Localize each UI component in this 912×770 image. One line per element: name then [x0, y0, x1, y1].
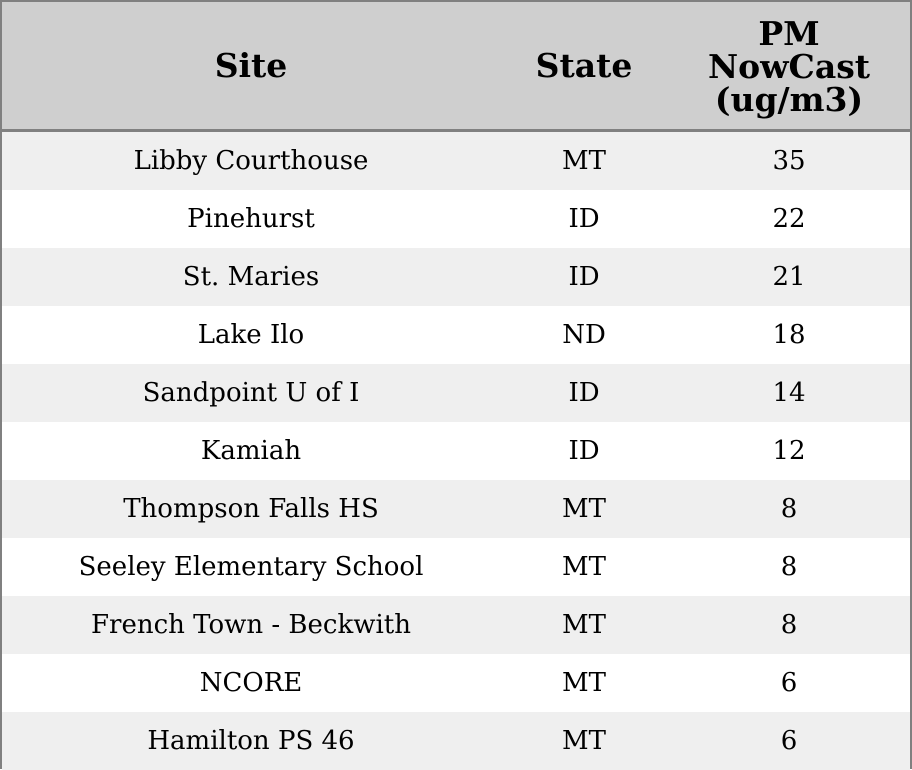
site-cell: Lake Ilo — [197, 320, 305, 350]
column-header-pm-nowcast — [668, 2, 910, 129]
site-cell: Pinehurst — [187, 204, 315, 234]
column-header-pm-line-2: NowCast — [707, 47, 871, 86]
state-cell: ID — [568, 378, 600, 408]
table-row — [2, 538, 910, 596]
site-cell: Sandpoint U of I — [142, 378, 360, 408]
pm-nowcast-cell: 8 — [780, 494, 798, 524]
pm-nowcast-cell: 21 — [772, 262, 806, 292]
state-cell: MT — [562, 610, 606, 640]
state-cell: MT — [562, 552, 606, 582]
column-header-site-label: Site — [214, 46, 288, 85]
site-cell: Seeley Elementary School — [78, 552, 424, 582]
site-cell: Hamilton PS 46 — [147, 726, 355, 756]
site-cell: Libby Courthouse — [133, 146, 369, 176]
state-cell: ID — [568, 204, 600, 234]
table-header-row — [2, 2, 910, 132]
table-row — [2, 364, 910, 422]
column-header-state — [500, 2, 668, 129]
pm-nowcast-cell: 8 — [780, 552, 798, 582]
site-cell: NCORE — [199, 668, 303, 698]
site-cell: French Town - Beckwith — [90, 610, 412, 640]
table-row — [2, 654, 910, 712]
pm-nowcast-cell: 22 — [772, 204, 806, 234]
state-cell: MT — [562, 494, 606, 524]
state-cell: ID — [568, 262, 600, 292]
site-cell: Kamiah — [200, 436, 302, 466]
table-row — [2, 132, 910, 190]
state-cell: ND — [562, 320, 606, 350]
table-row — [2, 306, 910, 364]
pm-nowcast-cell: 14 — [772, 378, 806, 408]
state-cell: MT — [562, 668, 606, 698]
column-header-state-label: State — [535, 46, 633, 85]
state-cell: MT — [562, 146, 606, 176]
column-header-pm-line-1: PM — [758, 14, 820, 53]
pm-nowcast-cell: 12 — [772, 436, 806, 466]
table-body — [2, 132, 910, 770]
table-row — [2, 248, 910, 306]
table-row — [2, 712, 910, 770]
pm-nowcast-cell: 6 — [780, 726, 798, 756]
site-cell: Thompson Falls HS — [123, 494, 379, 524]
table-row — [2, 190, 910, 248]
column-header-pm-line-3: (ug/m3) — [714, 80, 864, 119]
pm-nowcast-cell: 8 — [780, 610, 798, 640]
state-cell: MT — [562, 726, 606, 756]
pm-nowcast-cell: 18 — [772, 320, 806, 350]
table-row — [2, 422, 910, 480]
pm-nowcast-cell: 6 — [780, 668, 798, 698]
column-header-site — [2, 2, 500, 129]
site-cell: St. Maries — [182, 262, 320, 292]
pm-nowcast-cell: 35 — [772, 146, 806, 176]
table-row — [2, 596, 910, 654]
table-row — [2, 480, 910, 538]
state-cell: ID — [568, 436, 600, 466]
